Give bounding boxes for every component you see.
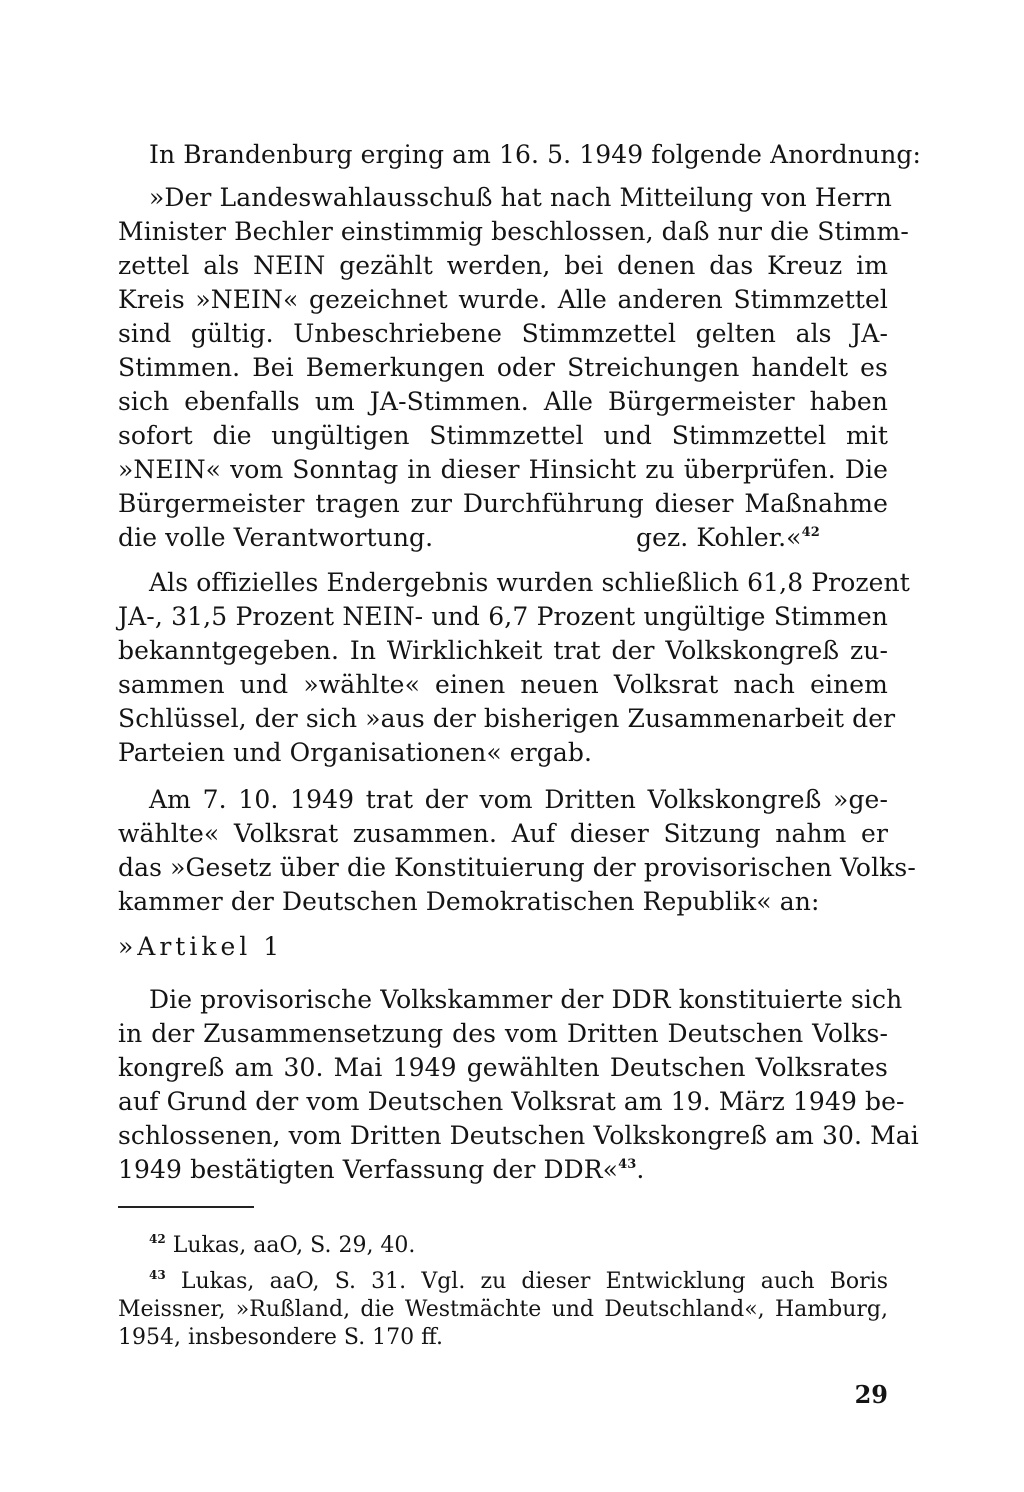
footnote-line: Meissner, »Rußland, die Westmächte und Deutschland«, Hamburg, <box>118 1297 888 1322</box>
paragraph-line: JA-, 31,5 Prozent NEIN- und 6,7 Prozent ungültige Stimmen <box>118 602 888 631</box>
quote-line: sofort die ungültigen Stimmzettel und Stimmzettel mit <box>118 421 888 450</box>
paragraph-line: In Brandenburg erging am 16. 5. 1949 folgende Anordnung: <box>149 140 922 169</box>
footnote-ref-43[interactable]: 43 <box>618 1157 637 1172</box>
quote-line: »NEIN« vom Sonntag in dieser Hinsicht zu überprüfen. Die <box>118 455 888 484</box>
paragraph-line: kongreß am 30. Mai 1949 gewählten Deutschen Volksrates <box>118 1053 888 1082</box>
quote-line: Kreis »NEIN« gezeichnet wurde. Alle anderen Stimmzettel <box>118 285 888 314</box>
signature-text: gez. Kohler.« <box>636 523 802 552</box>
paragraph-line: auf Grund der vom Deutschen Volksrat am 19. März 1949 be- <box>118 1087 905 1116</box>
paragraph-line: bekanntgegeben. In Wirklichkeit trat der Volkskongreß zu- <box>118 636 888 665</box>
paragraph-last-line: Parteien und Organisationen« ergab. <box>118 738 593 767</box>
paragraph-line: Schlüssel, der sich »aus der bisherigen Zusammenarbeit der <box>118 704 896 733</box>
paragraph-line: Als offizielles Endergebnis wurden schließlich 61,8 Prozent <box>149 568 910 597</box>
paragraph-last-text: 1949 bestätigten Verfassung der DDR« <box>118 1155 619 1184</box>
footnote-number: 42 <box>149 1232 166 1246</box>
footnote-number: 43 <box>149 1268 166 1282</box>
footnote-text: Lukas, aaO, S. 31. Vgl. zu dieser Entwicklung auch Boris <box>180 1269 888 1294</box>
paragraph-line: Am 7. 10. 1949 trat der vom Dritten Volkskongreß »ge- <box>149 785 888 814</box>
article-heading: »Artikel 1 <box>118 932 284 961</box>
paragraph-line: in der Zusammensetzung des vom Dritten Deutschen Volks- <box>118 1019 888 1048</box>
paragraph-line: das »Gesetz über die Konstituierung der provisorischen Volks- <box>118 853 916 882</box>
quote-last-text: die volle Verantwortung. <box>118 523 434 552</box>
book-page <box>118 0 922 1492</box>
signature <box>636 521 820 555</box>
footnote-separator <box>118 1206 254 1208</box>
paragraph-last-line: kammer der Deutschen Demokratischen Republik« an: <box>118 887 820 916</box>
quote-line: Stimmen. Bei Bemerkungen oder Streichungen handelt es <box>118 353 888 382</box>
quote-line: sind gültig. Unbeschriebene Stimmzettel gelten als JA- <box>118 319 888 348</box>
quote-line: sich ebenfalls um JA-Stimmen. Alle Bürgermeister haben <box>118 387 888 416</box>
sentence-end: . <box>636 1155 645 1184</box>
page-number: 29 <box>854 1380 888 1409</box>
paragraph-last-line <box>118 1153 888 1187</box>
paragraph-line: schlossenen, vom Dritten Deutschen Volkskongreß am 30. Mai <box>118 1121 919 1150</box>
paragraph-line: sammen und »wählte« einen neuen Volksrat nach einem <box>118 670 888 699</box>
quote-last-line <box>118 521 888 555</box>
quote-line: zettel als NEIN gezählt werden, bei denen das Kreuz im <box>118 251 888 280</box>
quote-line: Bürgermeister tragen zur Durchführung dieser Maßnahme <box>118 489 888 518</box>
paragraph-line: wählte« Volksrat zusammen. Auf dieser Sitzung nahm er <box>118 819 888 848</box>
footnote-42 <box>118 1232 888 1260</box>
quote-line: Minister Bechler einstimmig beschlossen, daß nur die Stimm- <box>118 217 909 246</box>
quote-line: »Der Landeswahlausschuß hat nach Mitteilung von Herrn <box>149 183 892 212</box>
footnote-line: 1954, insbesondere S. 170 ff. <box>118 1325 444 1350</box>
footnote-text: Lukas, aaO, S. 29, 40. <box>172 1233 416 1258</box>
footnote-ref-42[interactable]: 42 <box>801 525 820 540</box>
footnote-43 <box>118 1268 888 1296</box>
paragraph-line: Die provisorische Volkskammer der DDR konstituierte sich <box>149 985 903 1014</box>
